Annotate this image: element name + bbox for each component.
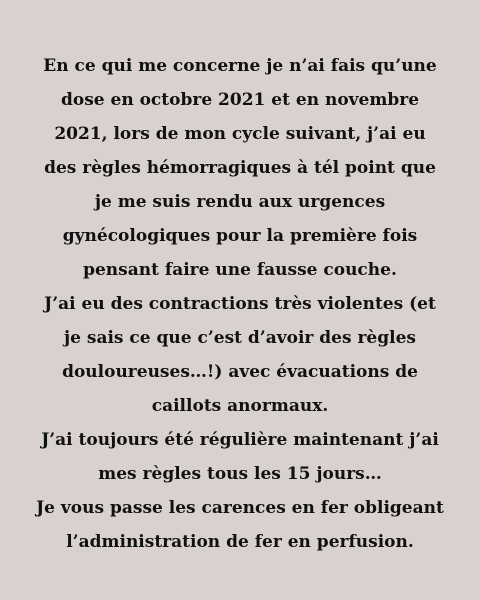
text-line: je me suis rendu aux urgences [94, 192, 386, 212]
text-line: des règles hémorragiques à tél point que [44, 158, 436, 178]
text-line: caillots anormaux. [151, 396, 329, 416]
text-line: Je vous passe les carences en fer obligeant [36, 498, 444, 518]
text-line: je sais ce que c’est d’avoir des règles [64, 328, 416, 348]
text-line: J’ai eu des contractions très violentes (et [44, 294, 436, 314]
text-line: J’ai toujours été régulière maintenant j’ai [41, 430, 439, 450]
text-line: mes règles tous les 15 jours… [98, 464, 382, 484]
text-line: douloureuses…!) avec évacuations de [62, 362, 418, 382]
testimony-text [30, 49, 450, 559]
text-line: pensant faire une fausse couche. [83, 260, 397, 280]
text-line: dose en octobre 2021 et en novembre [60, 90, 420, 110]
text-line: l’administration de fer en perfusion. [66, 532, 414, 552]
text-line: 2021, lors de mon cycle suivant, j’ai eu [54, 124, 426, 144]
text-line: En ce qui me concerne je n’ai fais qu’une [43, 56, 437, 76]
text-line: gynécologiques pour la première fois [62, 226, 418, 246]
